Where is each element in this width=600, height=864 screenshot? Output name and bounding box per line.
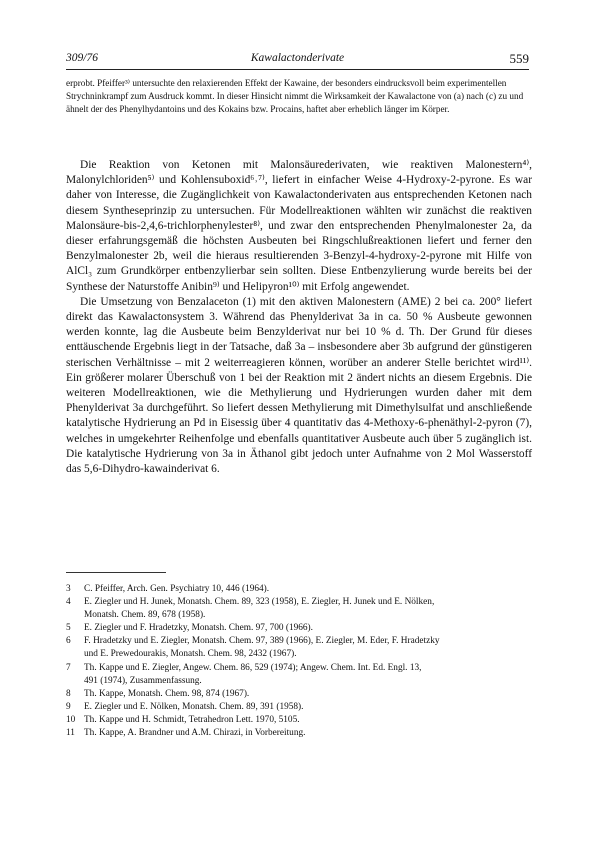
footnote-separator	[66, 572, 166, 573]
running-header	[66, 52, 529, 68]
footnote-9	[66, 701, 532, 714]
running-title: Kawalactonderivate	[250, 52, 345, 64]
footnote-4	[66, 596, 532, 622]
footnote-7	[66, 662, 532, 688]
footnote-line: Th. Kappe und E. Ziegler, Angew. Chem. 86, 529 (1974); Angew. Chem. Int. Ed. Engl. 13,	[84, 662, 422, 673]
footnote-3	[66, 583, 532, 596]
main-text	[66, 158, 532, 477]
footnote-text	[84, 701, 532, 714]
footnote-line: E. Ziegler und E. Nölken, Monatsh. Chem. 89, 391 (1958).	[84, 701, 304, 712]
footnote-5	[66, 622, 532, 635]
page-number: 559	[509, 51, 529, 66]
footnote-text	[84, 622, 532, 635]
footnote-number: 7	[66, 662, 71, 673]
continued-text-block	[66, 77, 532, 116]
footnote-line: E. Ziegler und H. Junek, Monatsh. Chem. 89, 323 (1958), E. Ziegler, H. Junek und E. Nölken,	[84, 597, 435, 608]
footnote-number: 10	[66, 714, 76, 725]
footnotes	[66, 583, 532, 740]
footnote-text	[84, 688, 532, 701]
footnote-10	[66, 714, 532, 727]
footnote-number: 4	[66, 597, 71, 608]
paragraph-1: Die Reaktion von Ketonen mit Malonsäurederivaten, wie reaktiven Malonestern⁴⁾, Malonylchloriden⁵⁾ und Kohlensuboxid⁶˒⁷⁾, liefert in einfacher Weise 4-Hydroxy-2-pyrone. Es war daher von Interesse, die Zugänglichkeit von Kawalactonderivaten aus entsprechenden Ketonen nach diesem Syntheseprinzip zu untersuchen. Für Modellreaktionen wählten wir zunächst die reaktiven Malonsäure-bis-2,4,6-trichlorphenylester⁸⁾, und zwar den entsprechenden Phenylmalonester 2a, da dieser erfahrungsgemäß die höchsten Ausbeuten bei Ringschlußreaktionen liefert und ferner den Benzylmalonester 2b, weil die hieraus resultierenden 3-Benzyl-4-hydroxy-2-pyrone mit Hilfe von AlCl₃ zum Grundkörper entbenzylierbar sein sollten. Diese Entbenzylierung wurde bereits bei der Synthese der Naturstoffe Anibin⁹⁾ und Helipyron¹⁰⁾ mit Erfolg angewendet.	[66, 159, 532, 293]
header-rule	[66, 69, 529, 70]
footnote-number: 9	[66, 701, 71, 712]
footnote-text	[84, 596, 532, 622]
footnote-text	[84, 583, 532, 596]
footnote-text	[84, 727, 532, 740]
footnote-line: Monatsh. Chem. 89, 678 (1958).	[84, 610, 206, 621]
footnote-line: und E. Prewedourakis, Monatsh. Chem. 98, 2432 (1967).	[84, 649, 297, 660]
footnote-line: Th. Kappe, Monatsh. Chem. 98, 874 (1967).	[84, 688, 250, 699]
footnote-line: 491 (1974), Zusammenfassung.	[84, 675, 202, 686]
footnote-number: 5	[66, 623, 71, 634]
footnote-8	[66, 688, 532, 701]
footnote-line: C. Pfeiffer, Arch. Gen. Psychiatry 10, 446 (1964).	[84, 584, 270, 594]
footnote-number: 8	[66, 688, 71, 699]
footnote-line: Th. Kappe, A. Brandner und A.M. Chirazi, in Vorbereitung.	[84, 728, 306, 739]
footnote-line: Th. Kappe und H. Schmidt, Tetrahedron Lett. 1970, 5105.	[84, 714, 300, 725]
footnote-number: 11	[66, 728, 75, 739]
footnote-line: E. Ziegler und F. Hradetzky, Monatsh. Chem. 97, 700 (1966).	[84, 623, 313, 634]
footnote-text	[84, 635, 532, 661]
journal-issue: 309/76	[66, 52, 98, 64]
paragraph-2: Die Umsetzung von Benzalaceton (1) mit den aktiven Malonestern (AME) 2 bei ca. 200° liefert direkt das Kawalactonsystem 3. Während das Phenylderivat 3a in ca. 50 % Ausbeute gewonnen werden konnte, lag die Ausbeute beim Benzylderivat nur bei 10 % d. Th. Der Grund für dieses enttäuschende Ergebnis liegt in der Tatsache, daß 3a – insbesondere aber 3b aufgrund der günstigeren sterischen Verhältnisse – mit 2 weiterreagieren können, worüber an anderer Stelle berichtet wird¹¹⁾. Ein größerer molarer Überschuß von 1 bei der Reaktion mit 2 ändert nichts an diesem Ergebnis. Die weiteren Modellreaktionen, wie die Methylierung und Hydrierungen wurden daher mit dem Phenylderivat 3a durchgeführt. So liefert dessen Methylierung mit Dimethylsulfat und anschließende katalytische Hydrierung an Pd in Eisessig über 4 quantitativ das 4-Methoxy-6-phenäthyl-2-pyron (7), welches in umgekehrter Reihenfolge und ebenfalls quantitativer Ausbeute auch über 5 zugänglich ist. Die katalytische Hydrierung von 3a in Äthanol gibt jedoch unter Aufnahme von 2 Mol Wasserstoff das 5,6-Dihydro-kawainderivat 6.	[66, 295, 532, 476]
footnote-number: 6	[66, 636, 71, 647]
footnote-6	[66, 635, 532, 661]
footnote-number: 3	[66, 584, 71, 594]
footnote-line: F. Hradetzky und E. Ziegler, Monatsh. Chem. 97, 389 (1966), E. Ziegler, M. Eder, F. Hradetzky	[84, 636, 440, 647]
footnote-text	[84, 662, 532, 688]
footnote-11	[66, 727, 532, 740]
continued-paragraph: erprobt. Pfeiffer³⁾ untersuchte den relaxierenden Effekt der Kawaine, der besonders eindrucksvoll beim experimentellen Strychninkrampf zum Ausdruck kommt. In dieser Hinsicht nimmt die Wirksamkeit der Kawalactone von (a) nach (c) zu und ähnelt der des Phenylhydantoins und des Kokains bzw. Procains, haftet aber erheblich länger im Körper.	[66, 78, 524, 114]
footnote-text	[84, 714, 532, 727]
